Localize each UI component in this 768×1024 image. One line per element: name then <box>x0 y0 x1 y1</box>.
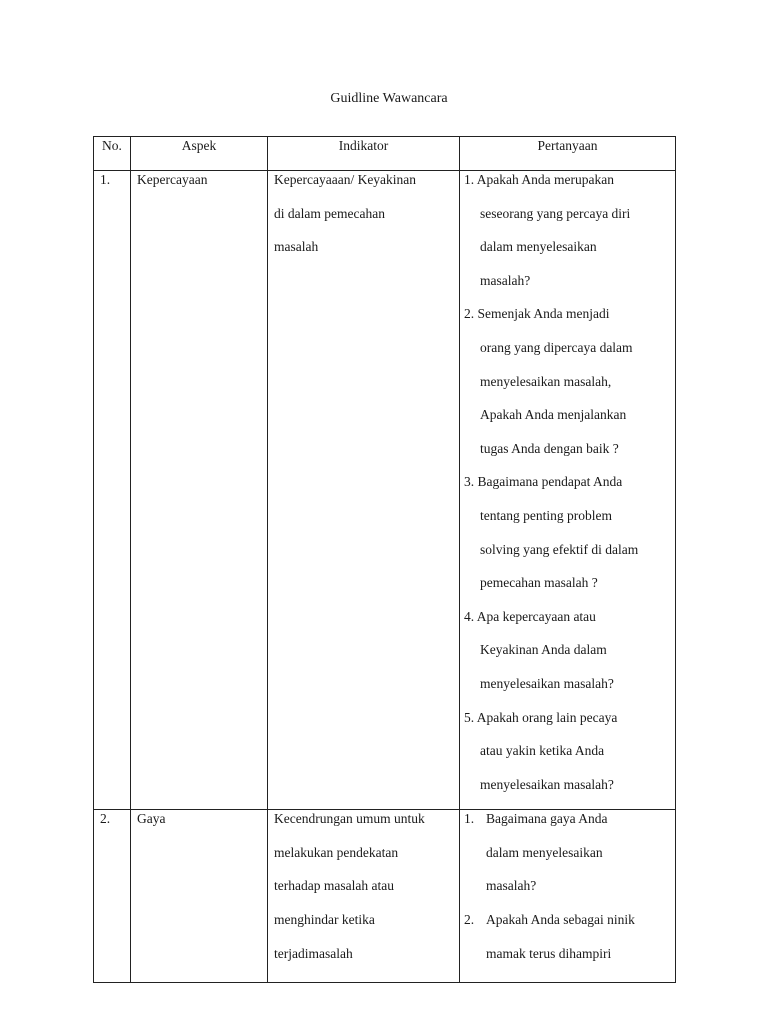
question-line: 5. Apakah orang lain pecaya <box>464 709 618 725</box>
aspek-cell <box>131 810 268 983</box>
question-line: tentang penting problem <box>480 507 612 523</box>
table-row <box>94 171 676 810</box>
question-line <box>460 810 675 844</box>
question-line: Keyakinan Anda dalam <box>480 642 607 658</box>
indikator-line: masalah <box>274 239 319 255</box>
header-pertanyaan: Pertanyaan <box>460 137 676 171</box>
indikator-line: terjadimasalah <box>274 945 353 961</box>
question-line: seseorang yang percaya diri <box>480 205 631 221</box>
indikator-line: menghindar ketika <box>274 912 375 928</box>
indikator-line: terhadap masalah atau <box>274 878 394 894</box>
question-line: tugas Anda dengan baik ? <box>480 440 619 456</box>
row-number-cell <box>94 171 131 810</box>
table-row <box>94 810 676 983</box>
header-aspek: Aspek <box>131 137 268 171</box>
row-number-cell <box>94 810 131 983</box>
question-line: atau yakin ketika Anda <box>480 743 605 759</box>
question-line: solving yang efektif di dalam <box>480 541 639 557</box>
question-line: pemecahan masalah ? <box>480 575 598 591</box>
row-number: 1. <box>100 172 111 187</box>
row-number: 2. <box>100 811 111 827</box>
question-line: 1. Apakah Anda merupakan <box>464 172 614 187</box>
aspek-cell <box>131 171 268 810</box>
question-line: 4. Apa kepercayaan atau <box>464 608 596 624</box>
pertanyaan-cell <box>460 810 676 983</box>
page-title: Guidline Wawancara <box>330 91 448 106</box>
aspek-text: Kepercayaan <box>137 172 208 187</box>
indikator-line: Kepercayaaan/ Keyakinan <box>274 172 417 187</box>
indikator-line: Kecendrungan umum untuk <box>274 811 425 827</box>
question-line: masalah? <box>486 878 537 894</box>
question-line: menyelesaikan masalah, <box>480 373 612 389</box>
question-text: Apakah Anda sebagai ninik <box>486 912 635 928</box>
header-indikator: Indikator <box>268 137 460 171</box>
table-header-row <box>94 137 676 171</box>
question-line: mamak terus dihampiri <box>486 945 612 961</box>
indikator-line: melakukan pendekatan <box>274 844 399 860</box>
indikator-cell <box>268 171 460 810</box>
header-no: No. <box>94 137 131 171</box>
indikator-line: di dalam pemecahan <box>274 205 385 221</box>
indikator-cell <box>268 810 460 983</box>
question-line: orang yang dipercaya dalam <box>480 339 633 355</box>
question-line: menyelesaikan masalah? <box>480 776 614 792</box>
aspek-text: Gaya <box>137 811 166 827</box>
question-line: masalah? <box>480 272 531 288</box>
question-line: 3. Bagaimana pendapat Anda <box>464 474 623 490</box>
question-number: 2. <box>464 912 475 928</box>
question-text: Bagaimana gaya Anda <box>486 811 608 827</box>
interview-guideline-table <box>93 136 676 983</box>
question-line: dalam menyelesaikan <box>480 239 597 255</box>
pertanyaan-cell <box>460 171 676 810</box>
question-number: 1. <box>464 811 475 827</box>
question-line: dalam menyelesaikan <box>486 844 603 860</box>
question-line: 2. Semenjak Anda menjadi <box>464 306 610 322</box>
question-line: Apakah Anda menjalankan <box>480 407 627 423</box>
question-line: menyelesaikan masalah? <box>480 675 614 691</box>
question-line <box>460 911 675 945</box>
